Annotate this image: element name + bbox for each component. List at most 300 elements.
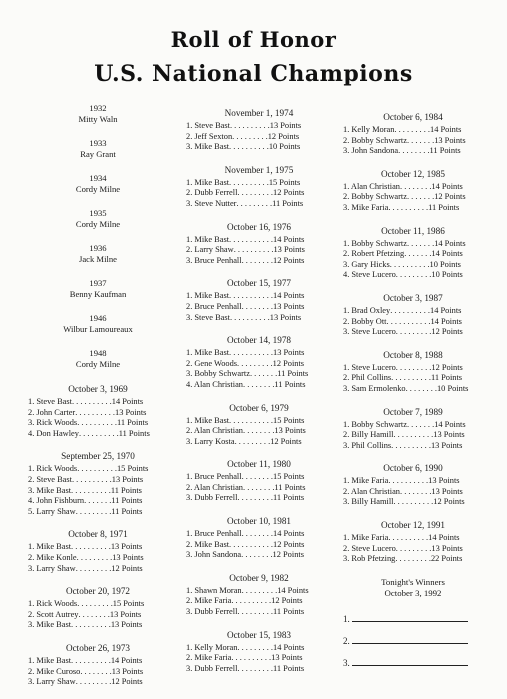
event-date: October 7, 1989 <box>383 406 443 417</box>
leader-dots: . . . . . . . . . <box>237 493 273 503</box>
year-label: 1948 <box>89 348 107 358</box>
result-row <box>28 620 168 631</box>
blank-underline <box>352 635 468 644</box>
points: 12 Points <box>431 362 463 372</box>
leader-dots: . . . . . . . . <box>400 181 432 191</box>
result-row <box>28 397 168 408</box>
result-row <box>186 178 332 189</box>
points: 11 Points <box>111 506 143 516</box>
result-row <box>186 359 332 370</box>
leader-dots: . . . . . . . <box>406 192 435 202</box>
leader-dots: . . . . . . . . <box>243 426 275 436</box>
leader-dots: . . . . . . . . . . . <box>229 234 274 244</box>
leader-dots: . . . . . . . <box>406 238 435 248</box>
champion-name: Cordy Milne <box>75 219 121 229</box>
championship-event <box>186 334 332 390</box>
leader-dots: . . . . . . . . . . <box>229 142 269 152</box>
leader-dots: . . . . . . . . <box>398 146 430 156</box>
points: 14 Points <box>273 642 305 652</box>
leader-dots: . . . . . . . . <box>243 379 275 389</box>
blank-underline <box>352 613 468 622</box>
leader-dots: . . . . . . . . . . <box>393 497 434 507</box>
year-label: 1946 <box>89 313 107 323</box>
leader-dots: . . . . . . . . . <box>395 327 432 337</box>
event-date: October 16, 1976 <box>226 221 292 232</box>
leader-dots: . . . . . . . . <box>80 666 112 676</box>
rider-name: 2. Mike Curoso <box>28 666 81 676</box>
championship-event <box>343 349 483 395</box>
points: 12 Points <box>273 539 305 549</box>
leader-dots: . . . . . . . . . <box>237 607 273 617</box>
championship-event <box>28 450 168 517</box>
result-row <box>186 437 332 448</box>
leader-dots: . . . . . . . <box>406 419 435 429</box>
champion-name: Jack Milne <box>79 254 117 264</box>
result-row <box>186 121 332 132</box>
event-date: September 25, 1970 <box>61 451 135 462</box>
points: 11 Points <box>273 493 305 503</box>
rider-name: 3. Dubb Ferrell <box>186 493 238 503</box>
leader-dots: . . . . . . . . . <box>237 642 273 652</box>
rider-name: 1. Mike Bast <box>186 348 230 358</box>
leader-dots: . . . . . . . . . . . <box>229 348 274 358</box>
leader-dots: . . . . . . . . . <box>75 563 112 573</box>
year-entry <box>28 313 168 335</box>
page-subtitle: U.S. National Champions <box>94 61 413 87</box>
points: 22 Points <box>430 554 463 564</box>
points: 12 Points <box>111 677 143 687</box>
rider-name: 3. Bruce Penhall <box>186 255 242 265</box>
year-label: 1937 <box>89 278 107 288</box>
leader-dots: . . . . . . . . <box>78 609 110 619</box>
leader-dots: . . . . . . . <box>404 249 432 259</box>
points: 14 Points <box>273 529 305 539</box>
points: 13 Points <box>112 552 144 562</box>
blank-number: 2. <box>343 635 350 646</box>
rider-name: 3. Rick Woods <box>28 418 78 428</box>
result-row <box>186 426 332 437</box>
points: 12 Points <box>270 436 302 446</box>
leader-dots: . . . . . . . . <box>241 301 273 311</box>
result-row <box>28 496 168 507</box>
rider-name: 1. Steve Bast <box>28 397 72 406</box>
result-row <box>28 507 168 518</box>
leader-dots: . . . . . . . . . . <box>71 485 111 495</box>
championship-event <box>186 572 332 618</box>
tonights-winners <box>343 577 483 599</box>
leader-dots: . . . . . . . . <box>241 550 273 560</box>
rider-name: 2. Steve Lucero <box>343 543 396 553</box>
leader-dots: . . . . . . . . . . <box>391 373 431 383</box>
result-row <box>28 677 168 688</box>
blank-number: 1. <box>343 613 350 624</box>
result-row <box>343 476 483 487</box>
championship-event <box>186 221 332 267</box>
result-row <box>186 235 332 246</box>
rider-name: 2. Bobby Schwartz <box>343 192 407 202</box>
points: 14 Points <box>431 249 463 259</box>
rider-name: 3. Dubb Ferrell <box>186 663 238 673</box>
result-row <box>186 380 332 391</box>
points: 11 Points <box>116 418 149 428</box>
rider-name: 4. Alan Christian <box>186 379 243 389</box>
points: 11 Points <box>428 202 460 212</box>
points: 14 Points <box>273 234 305 244</box>
rider-name: 1. Alan Christian <box>343 181 400 191</box>
leader-dots: . . . . . . . . . . . <box>229 415 274 425</box>
result-row <box>28 610 168 621</box>
points: 13 Points <box>274 426 306 436</box>
tonights-winners-heading: Tonight's Winners <box>381 576 445 587</box>
result-row <box>28 464 168 475</box>
result-row <box>343 533 483 544</box>
result-row <box>186 653 332 664</box>
points: 13 Points <box>271 653 303 663</box>
event-date: October 14, 1978 <box>226 335 292 346</box>
leader-dots: . . . . . . . . . <box>395 543 432 553</box>
rider-name: 3. Mike Bast <box>28 485 72 495</box>
points: 11 Points <box>118 428 150 438</box>
rider-name: 2. Bobby Ott <box>343 316 387 326</box>
rider-name: 4. Steve Lucero <box>343 270 396 280</box>
rider-name: 2. John Carter <box>28 407 76 417</box>
event-date: October 12, 1985 <box>380 168 446 179</box>
leader-dots: . . . . . . . . . . <box>71 474 112 484</box>
championship-event <box>28 585 168 631</box>
leader-dots: . . . . . . . . . . <box>229 121 270 130</box>
champion-name: Cordy Milne <box>75 184 121 194</box>
points: 13 Points <box>109 609 142 619</box>
rider-name: 2. Gene Woods <box>186 358 238 368</box>
leader-dots: . . . . . . . . . <box>75 506 112 516</box>
rider-name: 3. Billy Hamill <box>343 497 394 507</box>
leader-dots: . . . . . . . . . . <box>389 259 430 269</box>
points: 10 Points <box>431 270 463 280</box>
points: 13 Points <box>273 245 305 255</box>
result-row <box>28 418 168 429</box>
points: 14 Points <box>273 291 305 301</box>
rider-name: 4. John Fishburn <box>28 496 85 506</box>
points: 11 Points <box>274 482 306 492</box>
rider-name: 2. Phil Collins <box>343 373 392 383</box>
rider-name: 3. Steve Lucero <box>343 327 396 337</box>
points: 14 Points <box>110 655 143 665</box>
rider-name: 2. Steve Bast <box>28 474 72 484</box>
points: 13 Points <box>434 135 466 145</box>
rider-name: 1. Rick Woods <box>28 464 78 474</box>
points: 13 Points <box>269 312 302 322</box>
points: 12 Points <box>273 255 305 265</box>
result-row <box>28 475 168 486</box>
result-row <box>28 599 168 610</box>
result-row <box>343 182 483 193</box>
winner-blank-line <box>343 630 483 652</box>
points: 14 Points <box>428 533 460 543</box>
leader-dots: . . . . . . . <box>249 369 278 379</box>
result-row <box>186 199 332 210</box>
year-label: 1936 <box>89 243 107 253</box>
event-date: November 1, 1974 <box>224 108 294 118</box>
leader-dots: . . . . . . . . . <box>76 552 113 562</box>
rider-name: 1. Kelly Moran <box>343 125 395 134</box>
result-row <box>343 544 483 555</box>
champion-name: Wilbur Lamoureaux <box>63 324 133 334</box>
result-row <box>186 586 332 597</box>
year-label: 1934 <box>89 173 107 183</box>
championship-event <box>186 458 332 504</box>
points: 11 Points <box>272 198 304 208</box>
year-entry <box>28 208 168 230</box>
points: 12 Points <box>431 327 463 337</box>
event-date: October 6, 1984 <box>383 112 443 122</box>
points: 11 Points <box>273 663 305 673</box>
tonights-winners-date: October 3, 1992 <box>384 587 442 598</box>
event-date: November 1, 1975 <box>224 164 294 175</box>
leader-dots: . . . . . . . . . . <box>229 177 269 187</box>
leader-dots: . . . . . . . . . . <box>71 397 112 406</box>
points: 13 Points <box>110 542 143 552</box>
event-date: October 8, 1971 <box>68 529 128 540</box>
leader-dots: . . . . . . . . . . . <box>229 539 274 549</box>
event-date: October 8, 1988 <box>383 349 443 360</box>
points: 12 Points <box>273 188 305 198</box>
result-row <box>343 430 483 441</box>
rider-name: 1. Mike Faria <box>343 533 389 543</box>
result-row <box>343 136 483 147</box>
points: 14 Points <box>430 305 462 315</box>
leader-dots: . . . . . . . . . . <box>391 440 431 450</box>
rider-name: 2. Alan Christian <box>186 482 243 492</box>
result-row <box>28 564 168 575</box>
leader-dots: . . . . . . . . . . <box>77 418 117 428</box>
leader-dots: . . . . . . . . . . . <box>386 316 431 326</box>
points: 14 Points <box>431 181 463 191</box>
championship-event <box>186 107 332 153</box>
result-row <box>186 607 332 618</box>
points: 13 Points <box>428 476 460 486</box>
champion-name: Cordy Milne <box>75 359 121 369</box>
points: 11 Points <box>111 496 143 506</box>
winner-blank-line <box>343 652 483 674</box>
leader-dots: . . . . . . . . . . <box>231 596 272 606</box>
leader-dots: . . . . . . . . . <box>234 436 271 446</box>
championship-event <box>343 225 483 281</box>
rider-name: 1. Rick Woods <box>28 599 78 609</box>
rider-name: 3. Larry Shaw <box>28 563 76 573</box>
rider-name: 1. Bruce Penhall <box>186 472 242 482</box>
result-row <box>343 420 483 431</box>
rider-name: 3. Sam Ermolenko <box>343 383 406 393</box>
result-row <box>28 553 168 564</box>
event-date: October 11, 1980 <box>227 459 291 470</box>
rider-name: 2. Scott Autrey <box>28 609 79 619</box>
rider-name: 3. Mike Faria <box>343 202 389 212</box>
rider-name: 3. Steve Nutter <box>186 198 237 208</box>
points: 13 Points <box>431 486 463 496</box>
result-row <box>186 493 332 504</box>
result-row <box>343 146 483 157</box>
rider-name: 1. Brad Oxley <box>343 305 391 315</box>
rider-name: 2. Dubb Ferrell <box>186 188 238 198</box>
leader-dots: . . . . . . . . . . <box>71 542 111 552</box>
champion-name: Benny Kaufman <box>69 289 127 299</box>
rider-name: 3. Mike Bast <box>28 620 72 630</box>
result-row <box>343 441 483 452</box>
rider-name: 1. Kelly Moran <box>186 642 238 652</box>
rider-name: 1. Mike Bast <box>186 234 230 244</box>
championship-event <box>186 277 332 323</box>
championship-event <box>186 629 332 675</box>
result-row <box>186 291 332 302</box>
leader-dots: . . . . . . . . . . . <box>229 291 274 301</box>
rider-name: 2. Jeff Sexton <box>186 131 233 141</box>
leader-dots: . . . . . . . . . <box>236 198 273 208</box>
rider-name: 3. Phil Collins <box>343 440 392 450</box>
event-date: October 3, 1969 <box>68 384 128 394</box>
result-row <box>28 667 168 678</box>
points: 11 Points <box>429 146 461 156</box>
column-1 <box>28 103 168 699</box>
points: 15 Points <box>268 177 301 187</box>
leader-dots: . . . . . . . . <box>241 529 273 539</box>
leader-dots: . . . . . . . . <box>241 472 273 482</box>
points: 13 Points <box>430 440 463 450</box>
points: 13 Points <box>111 474 144 484</box>
event-date: October 15, 1977 <box>226 278 292 289</box>
rider-name: 2. Mike Bast <box>186 539 230 549</box>
leader-dots: . . . . . . . . . <box>237 358 273 368</box>
year-entry <box>28 138 168 160</box>
result-row <box>28 542 168 553</box>
rider-name: 3. Rob Pfetzing <box>343 554 396 564</box>
result-row <box>186 313 332 324</box>
result-row <box>186 472 332 483</box>
event-date: October 6, 1990 <box>383 463 443 474</box>
championship-event <box>343 462 483 508</box>
championship-event <box>28 383 168 439</box>
result-row <box>28 656 168 667</box>
year-entry <box>28 278 168 300</box>
points: 11 Points <box>277 369 309 379</box>
winner-blank-line <box>343 608 483 630</box>
leader-dots: . . . . . . . . <box>241 255 273 265</box>
rider-name: 1. Mike Bast <box>186 291 230 301</box>
result-row <box>343 249 483 260</box>
leader-dots: . . . . . . . . . <box>77 599 113 609</box>
rider-name: 1. Mike Faria <box>343 476 389 486</box>
result-row <box>186 483 332 494</box>
points: 12 Points <box>267 131 300 141</box>
leader-dots: . . . . . . . . <box>243 482 275 492</box>
leader-dots: . . . . . . . <box>84 496 112 506</box>
year-entry <box>28 348 168 370</box>
leader-dots: . . . . . . . . <box>400 486 432 496</box>
leader-dots: . . . . . . . . . <box>232 131 268 141</box>
blank-underline <box>352 657 468 666</box>
points: 13 Points <box>115 407 147 417</box>
championship-event <box>343 406 483 452</box>
championship-event <box>343 111 483 157</box>
leader-dots: . . . . . . . . . . <box>388 533 429 543</box>
result-row <box>28 408 168 419</box>
result-row <box>343 327 483 338</box>
year-label: 1935 <box>89 208 107 218</box>
championship-event <box>186 402 332 448</box>
championship-event <box>343 292 483 338</box>
event-date: October 15, 1983 <box>226 629 292 640</box>
rider-name: 1. Bobby Schwartz <box>343 238 407 248</box>
result-row <box>343 487 483 498</box>
leader-dots: . . . . . . . . . <box>237 188 273 198</box>
result-row <box>343 203 483 214</box>
rider-name: 3. John Sandona <box>343 146 399 156</box>
rider-name: 3. Gary Hicks <box>343 259 390 269</box>
rider-name: 2. Alan Christian <box>343 486 400 496</box>
result-row <box>343 125 483 136</box>
leader-dots: . . . . . . . . . <box>237 663 273 673</box>
points: 11 Points <box>274 379 306 389</box>
leader-dots: . . . . . . . . . . <box>75 407 115 417</box>
rider-name: 3. Steve Bast <box>186 312 230 322</box>
result-row <box>186 369 332 380</box>
event-date: October 26, 1973 <box>65 642 131 653</box>
points: 12 Points <box>271 596 303 606</box>
rider-name: 2. Bobby Schwartz <box>343 135 407 145</box>
championship-event <box>343 519 483 565</box>
rider-name: 1. Steve Bast <box>186 121 230 130</box>
column-3 <box>343 111 483 674</box>
rider-name: 1. Steve Lucero <box>343 362 396 372</box>
championship-event <box>28 642 168 688</box>
rider-name: 3. Larry Shaw <box>28 677 76 687</box>
rider-name: 2. Bruce Penhall <box>186 301 242 311</box>
points: 12 Points <box>111 563 143 573</box>
early-champions-list <box>28 103 168 370</box>
event-date: October 10, 1981 <box>226 516 292 527</box>
rider-name: 1. Bobby Schwartz <box>343 419 407 429</box>
championship-event <box>186 164 332 210</box>
year-entry <box>28 243 168 265</box>
champion-name: Mitty Waln <box>78 114 118 124</box>
rider-name: 2. Billy Hamill <box>343 430 394 440</box>
result-row <box>186 529 332 540</box>
rider-name: 2. Mike Faria <box>186 596 232 606</box>
points: 12 Points <box>433 497 465 507</box>
leader-dots: . . . . . . . . . <box>241 585 278 595</box>
points: 13 Points <box>431 543 463 553</box>
winners-blanks <box>343 608 483 674</box>
leader-dots: . . . . . . . . . . <box>229 312 270 322</box>
result-row <box>343 317 483 328</box>
points: 11 Points <box>110 485 142 495</box>
championship-event <box>28 528 168 574</box>
event-date: October 6, 1979 <box>229 402 289 413</box>
events-list <box>343 111 483 565</box>
points: 14 Points <box>277 585 309 595</box>
leader-dots: . . . . . . . . . . <box>231 653 272 663</box>
page-title: Roll of Honor <box>170 27 337 52</box>
result-row <box>186 664 332 675</box>
result-row <box>186 142 332 153</box>
points: 12 Points <box>272 358 305 368</box>
points: 14 Points <box>430 125 462 134</box>
points: 13 Points <box>433 430 465 440</box>
result-row <box>186 550 332 561</box>
year-entry <box>28 173 168 195</box>
points: 10 Points <box>268 142 301 152</box>
leader-dots: . . . . . . . . . . <box>71 620 111 630</box>
points: 13 Points <box>111 666 144 676</box>
